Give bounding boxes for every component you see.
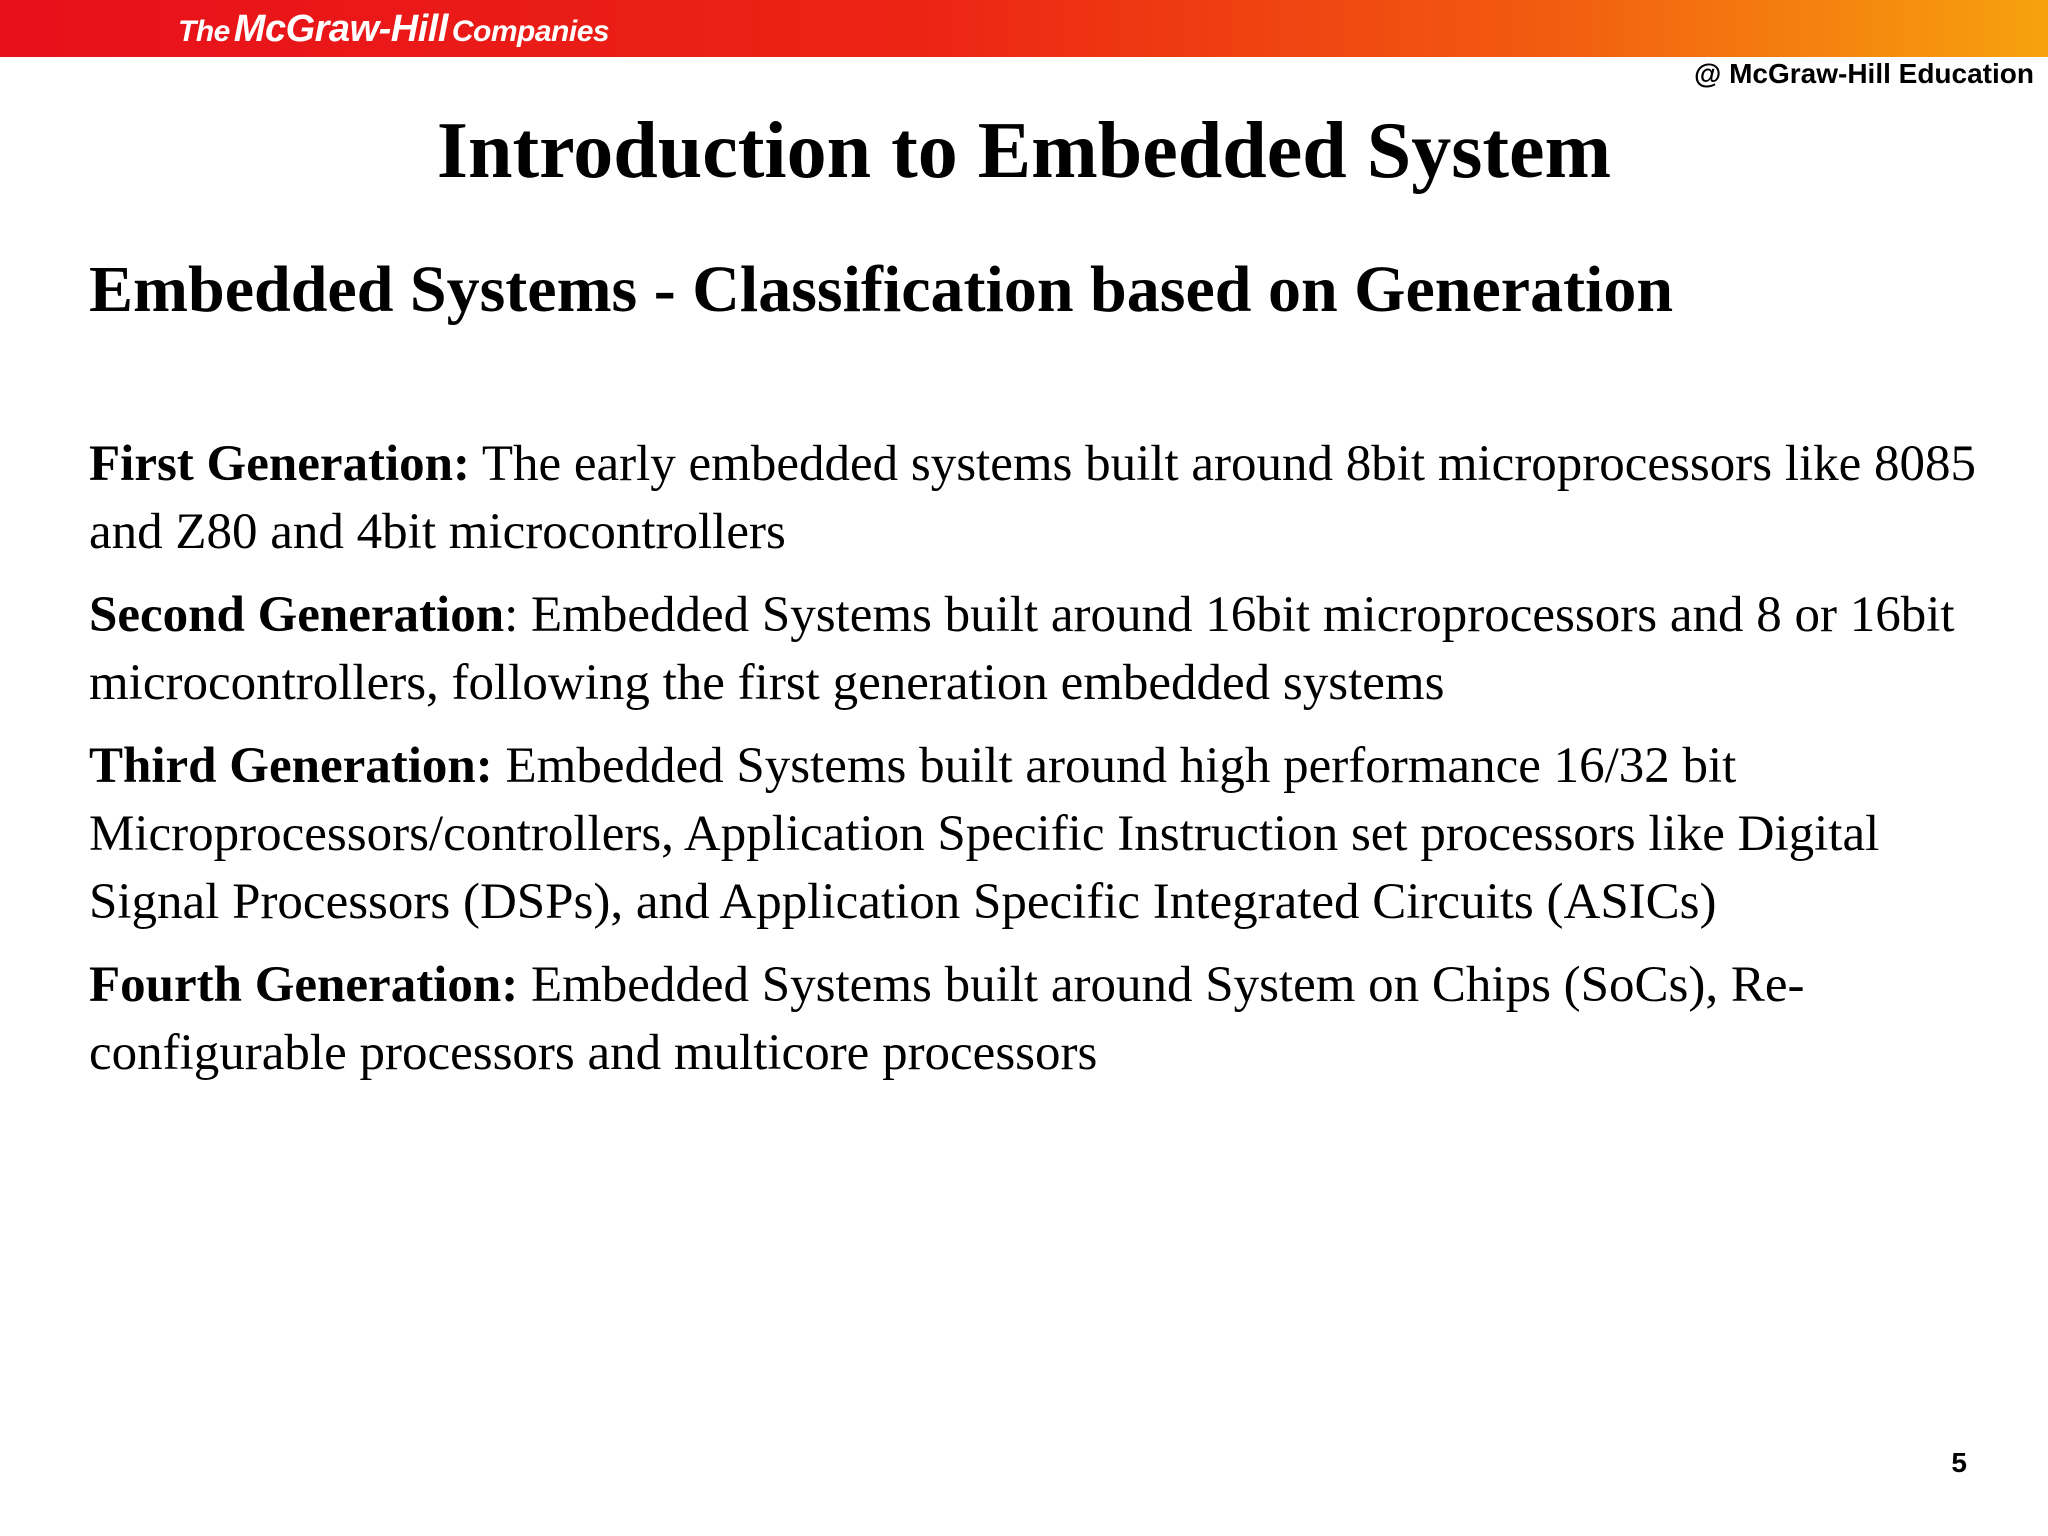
slide-body <box>89 430 2009 1102</box>
generation-item-fourth <box>89 951 2009 1087</box>
slide-subtitle: Embedded Systems - Classification based on Generation <box>89 253 1674 326</box>
generation-label: First Generation: <box>89 436 470 492</box>
generation-label: Fourth Generation: <box>89 957 519 1013</box>
generation-text: : Embedded Systems built around 16bit microprocessors and 8 or 16bit microcontrollers, following the first generation embedded systems <box>89 587 1955 711</box>
generation-label: Second Generation <box>89 587 505 643</box>
header-banner <box>0 0 2048 57</box>
copyright-notice: @ McGraw-Hill Education <box>1693 58 2034 89</box>
brand-prefix: The <box>178 15 230 48</box>
generation-label: Third Generation: <box>89 738 493 794</box>
generation-item-second <box>89 581 2009 717</box>
brand-suffix: Companies <box>451 15 610 48</box>
brand-name: McGraw-Hill <box>233 8 448 50</box>
mcgraw-hill-logo <box>178 8 609 51</box>
generation-text: Embedded Systems built around high performance 16/32 bit Microprocessors/controllers, Application Specific Instruction set processors like Digital Signal Processors (DSPs), and Application Specific Integrated Circuits (ASICs) <box>89 738 1880 930</box>
slide-title: Introduction to Embedded System <box>436 107 1612 195</box>
generation-text: The early embedded systems built around 8bit microprocessors like 8085 and Z80 and 4bit microcontrollers <box>89 436 1977 560</box>
page-number: 5 <box>1951 1447 1967 1478</box>
generation-item-first <box>89 430 2009 566</box>
generation-item-third <box>89 732 2009 936</box>
generation-text: Embedded Systems built around System on Chips (SoCs), Re-configurable processors and multicore processors <box>89 957 1805 1081</box>
